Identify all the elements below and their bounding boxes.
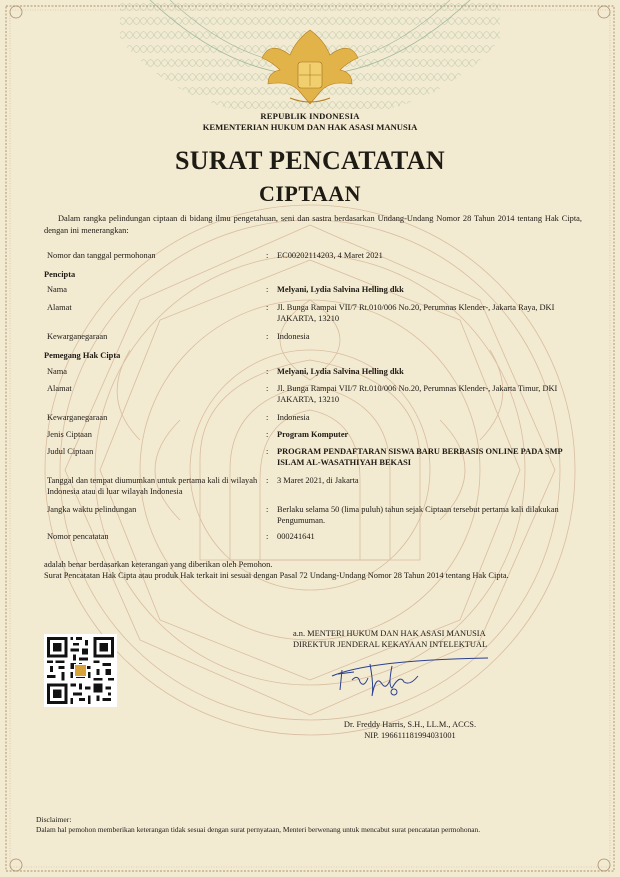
- work-date-value: 3 Maret 2021, di Jakarta: [277, 476, 359, 485]
- record-number-label: Nomor pencatatan: [47, 532, 109, 541]
- separator: :: [266, 413, 269, 422]
- disclaimer-text: Dalam hal pemohon memberikan keterangan tidak sesuai dengan surat pernyataan, Menteri berwenang untuk mencabut surat pencatatan permohonan.: [36, 825, 481, 834]
- signatory-on-behalf: a.n. MENTERI HUKUM DAN HAK ASASI MANUSIA: [293, 629, 486, 638]
- separator: :: [266, 430, 269, 439]
- separator: :: [266, 476, 269, 485]
- holder-nationality-label: Kewarganegaraan: [47, 413, 108, 422]
- closing-line-2: Surat Pencatatan Hak Cipta atau produk Hak terkait ini sesuai dengan Pasal 72 Undang-Undang Nomor 28 Tahun 2014 tentang Hak Cipta.: [44, 570, 509, 580]
- separator: :: [266, 384, 269, 393]
- holder-address-value: Jl. Bunga Rampai VII/7 Rt.010/006 No.20, Perumnas Klender-, Jakarta Timur, DKI JAKARTA, 13210: [277, 384, 558, 404]
- application-value: EC00202114203, 4 Maret 2021: [277, 251, 383, 260]
- signatory-name-block: [290, 720, 530, 741]
- creator-name-value: Melyani, Lydia Salvina Helling dkk: [277, 285, 404, 294]
- work-type-label: Jenis Ciptaan: [47, 430, 92, 439]
- separator: :: [266, 505, 269, 514]
- document-title: SURAT PENCATATAN: [175, 146, 445, 175]
- country-heading: REPUBLIK INDONESIA: [260, 111, 360, 121]
- emblem-mini-icon: [75, 665, 87, 677]
- creator-name-label: Nama: [47, 285, 67, 294]
- separator: :: [266, 285, 269, 294]
- holder-name-label: Nama: [47, 367, 67, 376]
- separator: :: [266, 303, 269, 312]
- signatory-block: [293, 629, 553, 650]
- closing-statement: [44, 560, 589, 581]
- creator-address-value: Jl. Bunga Rampai VII/7 Rt.010/006 No.20, Perumnas Klender-, Jakarta Raya, DKI JAKARTA, 13210: [277, 303, 555, 323]
- separator: :: [266, 251, 269, 260]
- holder-nationality-value: Indonesia: [277, 413, 310, 422]
- work-period-label: Jangka waktu pelindungan: [47, 505, 137, 514]
- holder-name-value: Melyani, Lydia Salvina Helling dkk: [277, 367, 404, 376]
- intro-paragraph: Dalam rangka pelindungan ciptaan di bidang ilmu pengetahuan, seni dan sastra berdasarkan Undang-Undang Nomor 28 Tahun 2014 tentang Hak Cipta, dengan ini menerangkan:: [44, 214, 582, 235]
- work-type-value: Program Komputer: [277, 430, 349, 439]
- work-date-label: Tanggal dan tempat diumumkan untuk pertama kali di wilayah Indonesia atau di luar wilayah Indonesia: [47, 476, 258, 496]
- separator: :: [266, 532, 269, 541]
- disclaimer-title: Disclaimer:: [36, 815, 72, 824]
- work-period-value: Berlaku selama 50 (lima puluh) tahun sejak Ciptaan tersebut pertama kali dilakukan Pengumuman.: [277, 505, 559, 525]
- closing-line-1: adalah benar berdasarkan keterangan yang diberikan oleh Pemohon.: [44, 560, 273, 569]
- creator-nationality-label: Kewarganegaraan: [47, 332, 108, 341]
- signature-image: [330, 656, 490, 704]
- holder-address-label: Alamat: [47, 384, 72, 393]
- work-title-label: Judul Ciptaan: [47, 447, 94, 456]
- creator-heading: Pencipta: [44, 270, 76, 279]
- separator: :: [266, 447, 269, 456]
- ministry-heading: KEMENTERIAN HUKUM DAN HAK ASASI MANUSIA: [202, 122, 418, 132]
- creator-nationality-value: Indonesia: [277, 332, 310, 341]
- separator: :: [266, 332, 269, 341]
- separator: :: [266, 367, 269, 376]
- document-subtitle: CIPTAAN: [258, 181, 362, 206]
- qr-code-icon: [44, 634, 117, 707]
- record-number-value: 000241641: [277, 532, 315, 541]
- signatory-nip: NIP. 196611181994031001: [364, 730, 456, 740]
- signatory-name: Dr. Freddy Harris, S.H., LL.M., ACCS.: [343, 720, 477, 729]
- signatory-position: DIREKTUR JENDERAL KEKAYAAN INTELEKTUAL: [293, 639, 488, 649]
- creator-address-label: Alamat: [47, 303, 72, 312]
- work-title-value: PROGRAM PENDAFTARAN SISWA BARU BERBASIS ONLINE PADA SMP ISLAM AL-WASATHIYAH BEKASI: [277, 447, 563, 467]
- application-label: Nomor dan tanggal permohonan: [47, 251, 156, 260]
- holder-heading: Pemegang Hak Cipta: [44, 351, 121, 360]
